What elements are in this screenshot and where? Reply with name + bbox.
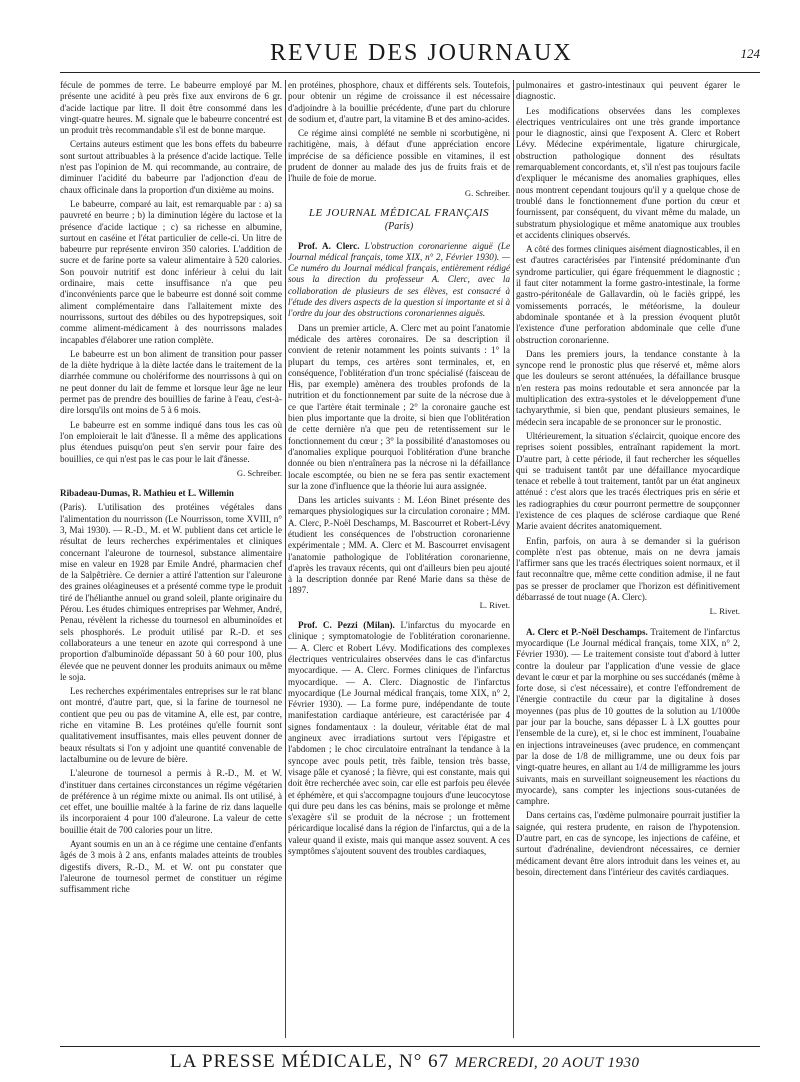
author-names: Ribadeau-Dumas, R. Mathieu et L. Willemin (60, 488, 234, 499)
signature: L. Rivet. (479, 599, 510, 610)
paragraph: Dans les premiers jours, la tendance constante à la syncope rend le pronostic plus que réservé et, même alors que les douleurs se seront atténuées, la défaillance brusque n'en restera pas moins redoutable et sera annoncée par la multiplication des extra-systoles et le développement d'une tachyarythmie, si bien que, pendant plusieurs semaines, le médecin sera incapable de se prononcer sur le pronostic. (516, 348, 740, 427)
paragraph: Ce régime ainsi complété ne semble ni scorbutigène, ni rachitigène, mais, à défaut d'une appréciation encore imprécise de sa déficience possible en vitamines, il est prudent de donner au malade des jus de fruits frais et de l'huile de foie de morue. (288, 128, 510, 184)
paragraph: Le babeurre est un bon aliment de transition pour passer de la diète hydrique à la diète lactée dans le traitement de la diarrhée commune ou cholériforme des nourrissons à qui on ne peut donner du lait de femme et lorsque leur âge ne leur permet pas de prendre des bouillies de farine à l'eau, c'est-à-dire lorsqu'ils ont moins de 5 à 6 mois. (60, 348, 282, 416)
paragraph: Le babeurre, comparé au lait, est remarquable par : a) sa pauvreté en beurre ; b) la diminution légère du lactose et la présence d'acide lactique ; c) sa richesse en albumine, surtout en caséine et l'état particulier de celle-ci. Un litre de babeurre pur représente environ 350 calories. L'addition de sucre et de farine porte sa valeur alimentaire à 520 calories. Son pouvoir nutritif est donc inférieur à celui du lait ordinaire, mais cette insuffisance n'a que peu d'inconvénients parce que le babeurre est donné soit comme aliment complémentaire dans l'allaitement mixte des nourrissons, surtout des débiles ou des hypotrepsiques, soit comme aliment-médicament à des nourrissons malades incapables d'élaborer une ration complète. (60, 198, 282, 345)
article-paragraph (288, 620, 510, 857)
article-authors (60, 488, 282, 499)
page-header (60, 40, 760, 70)
article-body: L'infarctus du myocarde en clinique ; symptomatologie de l'oblitération coronarienne. — A. Clerc et Robert Lévy. Modifications des complexes électriques ventriculaires observées dans le cas d'infarctus myocardique. — A. Clerc. Formes cliniques de l'infarctus myocardique. — A. Clerc. Diagnostic de l'infarctus myocardique (Le Journal médical français, tome XIX, n° 2, Février 1930). — La forme pure, indépendante de toute manifestation cardiaque antérieure, est caractérisée par 4 signes fondamentaux : la douleur, véritable état de mal angineux avec irradiations surtout vers l'épigastre et l'abdomen ; le choc circulatoire entraînant la tendance à la syncope avec pouls petit, très faible, tension très basse, visage pâle et cyanosé ; la fièvre, qui est constante, mais qui doit être recherchée avec soin, car elle est parfois peu élevée et éphémère, et qui s'accompagne toujours d'une leucocytose qui dure peu dans les cas bénins, mais se prolonge et même s'exagère s'il se produit de la nécrose ; un frottement péricardique localisé dans la région de l'infarctus, qui a de la valeur quand il existe, mais qui manque assez souvent. A ces symptômes s'ajoutent souvent des troubles cardiaques, (288, 620, 510, 856)
article-paragraph (516, 627, 740, 808)
column-1 (60, 80, 282, 1040)
column-divider-2 (513, 80, 514, 1038)
page-number: 124 (740, 46, 760, 61)
paragraph: Ayant soumis en un an à ce régime une centaine d'enfants âgés de 3 mois à 2 ans, enfants malades atteints de troubles digestifs divers, R.-D., M. et W. ont pu constater que l'aleurone de tournesol permet de constituer un régime suffisamment riche (60, 839, 282, 895)
column-divider-1 (285, 80, 286, 1038)
column-2 (288, 80, 510, 1040)
section-heading: LE JOURNAL MÉDICAL FRANÇAIS (308, 206, 490, 219)
journal-section-title: REVUE DES JOURNAUX (270, 40, 573, 66)
paragraph: Enfin, parfois, on aura à se demander si la guérison complète n'est pas obtenue, mais on ne devra jamais l'affirmer sans que les tracés électriques soient normaux, et il faut reconnaître que, même cette condition admise, il ne faut pas se presser de proclamer que l'horizon est définitivement débarrassé de tout nuage (A. Clerc). (516, 535, 740, 603)
paragraph: Ultérieurement, la situation s'éclaircit, quoique encore des reprises soient possibles, entraînant rapidement la mort. D'autre part, à cette période, il faut rechercher les séquelles qui se traduisent tantôt par une défaillance myocardique tenace et rebelle à tout traitement, tantôt par un état angineux atténué : c'est alors que les tracés électriques pris en série et les radiographies du cœur pourront permettre de soupçonner l'existence de ces plaques de sclérose cardiaque que René Marie avaient décrites anatomiquement. (516, 430, 740, 532)
paragraph: (Paris). L'utilisation des protéines végétales dans l'alimentation du nourrisson (Le Nourrisson, tome XVIII, n° 3, Mai 1930). — R.-D., M. et W. publient dans cet article le résultat de leurs recherches expérimentales et cliniques concernant l'aleurone de tournesol, substance alimentaire mise en valeur en 1928 par Emile André, pharmacien chef de la Salpêtrière. Ce dernier a attiré l'attention sur l'aleurone des graines oléagineuses et a présenté comme type le produit tiré de l'hélianthe annuel ou grand soleil, plante originaire du Pérou. Les études chimiques entreprises par Wehmer, André, Penau, révèlent la richesse du tournesol en albuminoïdes et sels phosphorés. Le produit utilisé par R.-D. et ses collaborateurs a une teneur en azote qui correspond à une proportion d'albuminoïde dépassant 50 à 60 pour 100, plus élevée que ne peuvent donner les produits animaux ou même le soja. (60, 502, 282, 682)
author-name: Prof. C. Pezzi (Milan). (298, 620, 395, 631)
signature: G. Schreiber. (464, 187, 510, 198)
paragraph: Les modifications observées dans les complexes électriques ventriculaires ont une très grande importance pour le diagnostic, ainsi que l'exposent A. Clerc et Robert Lévy. Médecine expérimentale, ligature chirurgicale, obstruction pathologique donnent des résultats remarquablement concordants, et, s'il n'est pas toujours facile d'expliquer le mécanisme des anomalies graphiques, elles nous montrent cependant toujours qu'il y a quelque chose de troublé dans le fonctionnement d'une portion du cœur et fournissent, par conséquent, du vivant même du malade, un substratum physiologique et même anatomique aux troubles et accidents cliniques observés. (516, 105, 740, 240)
paragraph: Dans les articles suivants : M. Léon Binet présente des remarques physiologiques sur la circulation coronaire ; MM. A. Clerc, P.-Noël Deschamps, M. Bascourret et Robert-Lévy étudient les conséquences de l'obstruction coronarienne expérimentale ; MM. A. Clerc et M. Bascourret envisagent l'anatomie pathologique de l'oblitération coronarienne, d'après les travaux récents, qui ont d'ailleurs bien peu ajouté à la description donnée par René Marie dans sa thèse de 1897. (288, 495, 510, 596)
paragraph: Les recherches expérimentales entreprises sur le rat blanc ont montré, d'autre part, que, si la farine de tournesol ne contient que peu ou pas de vitamine A, elle est, par contre, riche en vitamine B. Les protéines qu'elle fournit sont qualitativement insuffisantes, mais elles peuvent donner de beaux résultats si l'on y adjoint une quantité convenable de lactalbumine ou de levure de bière. (60, 686, 282, 764)
section-city: (Paris) (384, 221, 414, 233)
paragraph: L'aleurone de tournesol a permis à R.-D., M. et W. d'instituer dans certaines circonstances un régime végétarien de préférence à un régime mixte ou animal. Ils ont utilisé, à cet effet, une bouillie maltée à la farine de riz dans laquelle ils incorporaient 4 pour 100 d'aleurone. La valeur de cette bouillie était de 700 calories pour un litre. (60, 768, 282, 835)
signature: L. Rivet. (709, 606, 740, 617)
article-paragraph (288, 241, 510, 320)
paragraph: Certains auteurs estiment que les bons effets du babeurre sont surtout attribuables à la présence d'acide lactique. Telle n'est pas l'opinion de M. qui recommande, au contraire, de diminuer l'acidité du babeurre par l'adjonction d'eau de chaux officinale dans la proportion d'un dixième au moins. (60, 139, 282, 195)
paragraph: Le babeurre est en somme indiqué dans tous les cas où l'on emploierait le lait d'ânesse. Il a même des applications plus étendues puisqu'on peut s'en servir pour faire des bouillies, ce qui n'est pas le cas pour le lait d'ânesse. (60, 419, 282, 464)
column-3 (516, 80, 740, 1040)
author-name: A. Clerc et P.-Noël Deschamps. (526, 626, 648, 637)
footer-journal: LA PRESSE MÉDICALE, N° 67 (170, 1051, 450, 1072)
paragraph: A côté des formes cliniques aisément diagnosticables, il en est d'autres caractérisées par l'intensité prédominante d'un syndrome particulier, qui égare fréquemment le diagnostic ; il faut citer notamment la forme gastro-intestinale, la forme gastro-péritonéale de Gallavardin, où le faciès grippé, les vomissements porracés, le météorisme, la douleur abdominale spontanée et à la pression évoquent plutôt l'existence d'une perforation abdominale que celle d'une obstruction coronarienne. (516, 244, 740, 345)
footer-date: MERCREDI, 20 AOUT 1930 (454, 1055, 640, 1071)
article-body: Traitement de l'infarctus myocardique (Le Journal médical français, tome XIX, n° 2, Février 1930). — Le traitement consiste tout d'abord à lutter contre la douleur par l'application d'une vessie de glace devant le cœur et par la morphine ou ses succédanés (même à forte dose, si c'est nécessaire), et contre l'effondrement de l'énergie contractile du cœur par la digitaline à doses moyennes (pas plus de 10 gouttes de la solution au 1/1000e par jour par la bouche, sans dépasser L à LX gouttes pour l'ensemble de la cure), et, si le choc est imminent, l'ouabaïne en injections intraveineuses (avec prudence, en commençant par la dose de 1/8 de milligramme, une ou deux fois par vingt-quatre heures, en allant au 1/4 de milligramme les jours suivants, mais en surveillant soigneusement les réactions du myocarde), sans compter les injections sous-cutanées de camphre. (516, 626, 740, 807)
paragraph: pulmonaires et gastro-intestinaux qui peuvent égarer le diagnostic. (516, 80, 740, 102)
signature: G. Schreiber. (236, 467, 282, 478)
paragraph: en protéines, phosphore, chaux et différents sels. Toutefois, pour obtenir un régime de croissance il est nécessaire d'adjoindre à la bouillie précédente, d'une part du chlorure de sodium et, d'autre part, la vitamine B et des amino-acides. (288, 80, 510, 124)
paragraph: Dans certains cas, l'œdème pulmonaire pourrait justifier la saignée, qui restera prudente, en raison de l'hypotension. D'autre part, en cas de syncope, les injections de caféine, et surtout d'adrénaline, deviendront nécessaires, ce dernier médicament devant être alors introduit dans les veines et, au besoin, directement dans l'intérieur des cavités cardiaques. (516, 810, 740, 877)
header-rule (60, 72, 760, 73)
author-name: Prof. A. Clerc. (298, 240, 360, 251)
footer-text (170, 1051, 639, 1073)
page-footer (60, 1046, 760, 1077)
article-body: L'obstruction coronarienne aiguë (Le Journal médical français, tome XIX, n° 2, Février 1930). — Ce numéro du Journal médical français, entièrement rédigé sous la direction du professeur A. Clerc, avec la collaboration de plusieurs de ses élèves, est consacré à l'étude des divers aspects de la question si importante et si à l'ordre du jour des obstructions coronariennes aiguës. (288, 240, 510, 319)
paragraph: fécule de pommes de terre. Le babeurre employé par M. présente une acidité à peu près fixe aux environs de 6 gr. d'acide lactique par litre. Il doit être consommé dans les vingt-quatre heures. M. signale que le babeurre concentré est un produit très recommandable s'il est de bonne marque. (60, 80, 282, 136)
paragraph: Dans un premier article, A. Clerc met au point l'anatomie médicale des artères coronaires. De sa description il convient de retenir notamment les points suivants : 1° la plupart du temps, ces artères sont terminales, et, en conséquence, l'oblitération d'un tronc spécialisé (faisceau de His, par exemple) amènera des troubles profonds de la nutrition et du fonctionnement par suite de la nécrose due à ce que l'artère était terminale ; 2° la coronaire gauche est bien plus importante que la droite, si bien que l'oblitération de cette dernière n'a que peu de retentissement sur le fonctionnement du cœur ; 3° la possibilité d'anastomoses ou d'anomalies explique pourquoi l'oblitération d'une branche donnée ou bien n'entraînera pas la nécrose ni la défaillance locale escomptée, ou bien ne se fera pas sentir exactement sur la zone d'influence que la théorie lui aura assignée. (288, 322, 510, 491)
